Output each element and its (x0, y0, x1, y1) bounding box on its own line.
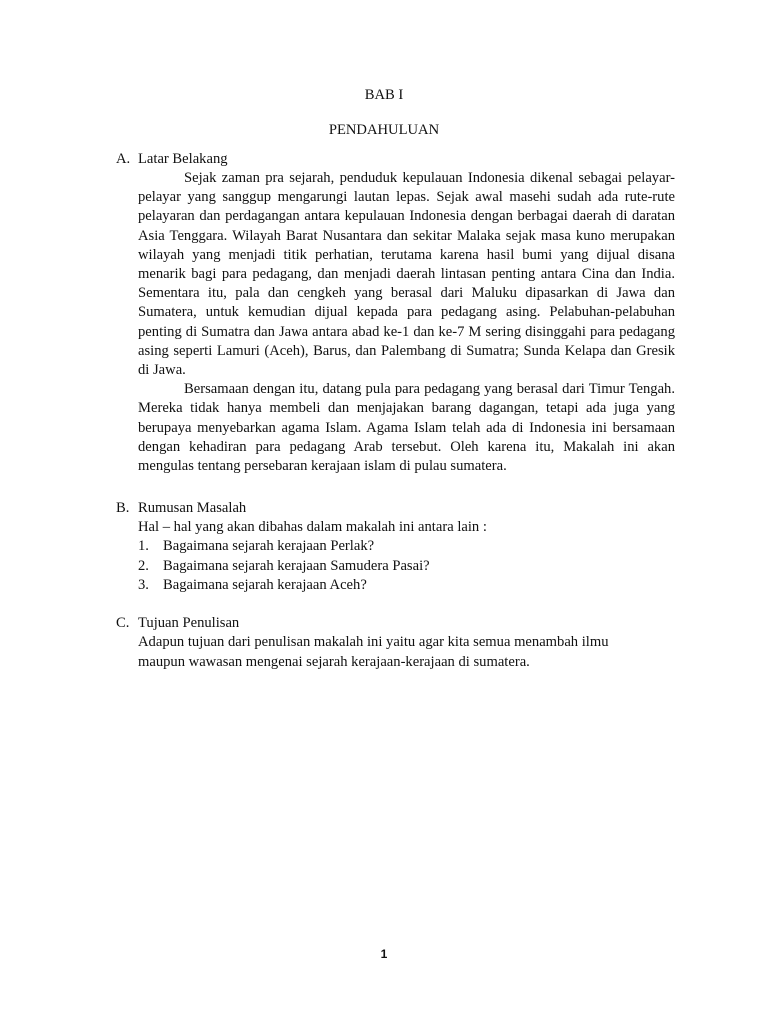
chapter-heading: BAB I (364, 87, 404, 103)
list-item-number: 2. (138, 557, 149, 574)
list-item-text: Bagaimana sejarah kerajaan Perlak? (163, 538, 375, 554)
section-c-body (138, 633, 698, 672)
paragraph: Bersamaan dengan itu, datang pula para pedagang yang berasal dari Timur Tengah. Mereka tidak hanya membeli dan menjajakan barang dagangan, tetapi ada juga yang berupaya menyebarkan agama Islam. Agama Islam telah ada di Indonesia ini bersamaan dengan kehadiran para pedagang Arab tersebut. Oleh karena itu, Makalah ini akan mengulas tentang persebaran kerajaan islam di pulau sumatera. (138, 381, 675, 475)
section-b-intro (138, 518, 698, 538)
section-a-body (138, 169, 675, 476)
section-c-letter: C. (116, 615, 130, 631)
list-item (138, 537, 430, 557)
list-item-number: 3. (138, 577, 149, 593)
list-item (138, 557, 430, 577)
section-c-line: Adapun tujuan dari penulisan makalah ini yaitu agar kita semua menambah ilmu (138, 634, 609, 650)
section-b-title: Rumusan Masalah (138, 500, 247, 516)
section-a-title: Latar Belakang (138, 151, 228, 167)
section-b-letter: B. (116, 500, 130, 516)
list-item-text: Bagaimana sejarah kerajaan Aceh? (163, 577, 367, 593)
section-c-title: Tujuan Penulisan (138, 615, 240, 631)
chapter-title: PENDAHULUAN (328, 122, 440, 138)
section-c-line: maupun wawasan mengenai sejarah kerajaan-kerajaan di sumatera. (138, 653, 530, 670)
problem-list (138, 537, 430, 596)
paragraph: Sejak zaman pra sejarah, penduduk kepulauan Indonesia dikenal sebagai pelayar-pelayar yang sanggup mengarungi lautan lepas. Sejak awal masehi sudah ada rute-rute pelayaran dan perdagangan antara kepulauan Indonesia dengan berbagai daerah di daratan Asia Tenggara. Wilayah Barat Nusantara dan sekitar Malaka sejak masa kuno merupakan wilayah yang menjadi titik perhatian, terutama karena hasil bumi yang dijual disana menarik bagi para pedagang, dan menjadi daerah lintasan penting antara Cina dan India. Sementara itu, pala dan cengkeh yang berasal dari Maluku dipasarkan di Jawa dan Sumatera, untuk kemudian dijual kepada para pedagang asing. Pelabuhan-pelabuhan penting di Sumatra dan Jawa antara abad ke-1 dan ke-7 M sering disinggahi para pedagang asing seperti Lamuri (Aceh), Barus, dan Palembang di Sumatra; Sunda Kelapa dan Gresik di Jawa. (138, 170, 675, 379)
section-a-letter: A. (116, 151, 131, 167)
list-item-text: Bagaimana sejarah kerajaan Samudera Pasai? (163, 557, 430, 574)
section-c-heading (116, 614, 239, 633)
page-number: 1 (380, 947, 388, 961)
section-a-heading (116, 150, 228, 169)
list-item-number: 1. (138, 538, 149, 554)
section-b-intro-text: Hal – hal yang akan dibahas dalam makalah ini antara lain : (138, 519, 487, 535)
section-b-heading (116, 499, 246, 518)
list-item (138, 576, 430, 596)
